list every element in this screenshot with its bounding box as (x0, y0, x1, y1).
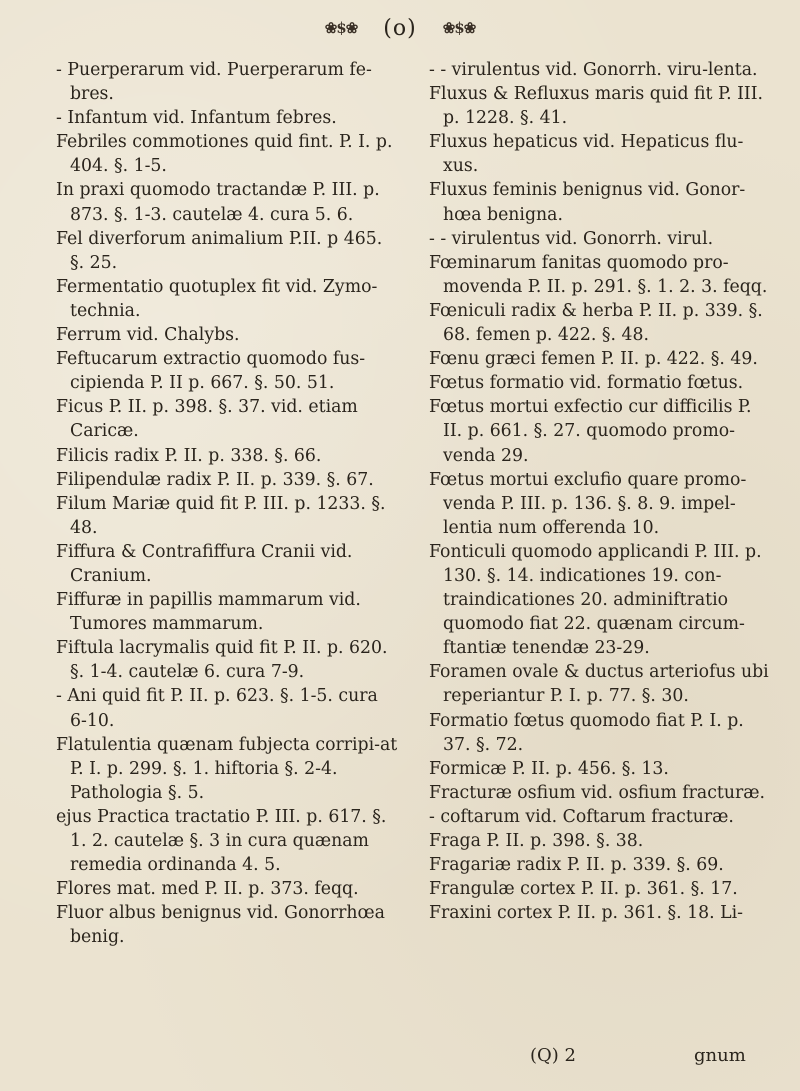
index-entry: Febriles commotiones quid fint. P. I. p. 404. §. 1-5. (56, 132, 393, 177)
index-entry: - coftarum vid. Coftarum fracturæ. (429, 806, 734, 827)
left-ornament: ❀$❀ (324, 19, 358, 37)
page-number: (o) (383, 15, 417, 41)
right-ornament: ❀$❀ (442, 19, 476, 37)
index-entry: Fœtus mortui exclufio quare promo-venda P. III. p. 136. §. 8. 9. impel-lentia num offerenda 10. (429, 469, 747, 538)
index-entry: - Ani quid fit P. II. p. 623. §. 1-5. cura 6-10. (56, 686, 378, 731)
index-entry: Feftucarum extractio quomodo fus-cipienda P. II p. 667. §. 50. 51. (56, 349, 366, 394)
index-entry: Ficus P. II. p. 398. §. 37. vid. etiam Caricæ. (56, 397, 358, 442)
index-entry: ejus Practica tractatio P. III. p. 617. §. 1. 2. cautelæ §. 3 in cura quænam remedia ordinanda 4. 5. (56, 806, 387, 876)
index-entry: Formatio fœtus quomodo fiat P. I. p. 37. §. 72. (429, 710, 744, 755)
index-entry: Ferrum vid. Chalybs. (56, 325, 240, 346)
index-entry: Fluxus & Refluxus maris quid fit P. III. p. 1228. §. 41. (429, 84, 764, 129)
index-entry: Fraxini cortex P. II. p. 361. §. 18. Li- (429, 903, 743, 924)
index-entry: Fiffuræ in papillis mammarum vid. Tumores mammarum. (56, 590, 361, 635)
left-index-column (56, 58, 398, 949)
index-entry: Fraga P. II. p. 398. §. 38. (429, 831, 644, 851)
signature-mark: (Q) 2 (530, 1045, 576, 1066)
index-entry: Foramen ovale & ductus arteriofus ubi reperiantur P. I. p. 77. §. 30. (429, 662, 769, 707)
index-entry: Fluxus hepaticus vid. Hepaticus flu-xus. (429, 132, 744, 177)
index-entry: Fiffura & Contrafiffura Cranii vid. Cranium. (56, 541, 353, 586)
index-entry: Formicæ P. II. p. 456. §. 13. (429, 758, 669, 779)
index-entry: Fel diverforum animalium P.II. p 465. §. 25. (56, 228, 383, 273)
index-entry: - Infantum vid. Infantum febres. (56, 108, 337, 129)
index-entry: Fœminarum fanitas quomodo pro-movenda P. II. p. 291. §. 1. 2. 3. feqq. (429, 252, 768, 297)
index-entry: Fragariæ radix P. II. p. 339. §. 69. (429, 855, 724, 876)
index-entry: Fermentatio quotuplex fit vid. Zymo-technia. (56, 276, 378, 321)
right-index-column (429, 58, 771, 925)
index-entry: In praxi quomodo tractandæ P. III. p. 873. §. 1-3. cautelæ 4. cura 5. 6. (56, 180, 380, 225)
index-entry: Fœtus formatio vid. formatio fœtus. (429, 373, 744, 394)
index-entry: Fonticuli quomodo applicandi P. III. p. 130. §. 14. indicationes 19. con-traindicationes 20. adminiftratio quomodo fiat 22. quænam circum-ftantiæ tenendæ 23-29. (429, 541, 762, 659)
index-entry: Fiftula lacrymalis quid fit P. II. p. 620. §. 1-4. cautelæ 6. cura 7-9. (56, 638, 388, 683)
index-entry: Fracturæ osfium vid. osfium fracturæ. (429, 782, 765, 803)
index-entry: Flatulentia quænam fubjecta corripi-at P. I. p. 299. §. 1. hiftoria §. 2-4. Pathologia §. 5. (56, 734, 398, 803)
index-entry: - - virulentus vid. Gonorrh. virul. (429, 228, 714, 249)
index-entry: Filum Mariæ quid fit P. III. p. 1233. §. 48. (56, 493, 386, 538)
index-entry: - - virulentus vid. Gonorrh. viru-lenta. (429, 60, 758, 80)
index-entry: Filicis radix P. II. p. 338. §. 66. (56, 445, 322, 466)
index-entry: Frangulæ cortex P. II. p. 361. §. 17. (429, 879, 738, 900)
index-entry: Fœnu græci femen P. II. p. 422. §. 49. (429, 349, 758, 370)
index-entry: Fluor albus benignus vid. Gonorrhœa benig. (56, 903, 385, 948)
index-entry: Fœniculi radix & herba P. II. p. 339. §. 68. femen p. 422. §. 48. (429, 300, 763, 346)
index-entry: Fluxus feminis benignus vid. Gonor-hœa benigna. (429, 180, 746, 225)
index-entry: - Puerperarum vid. Puerperarum fe-bres. (56, 60, 372, 105)
catchword: gnum (694, 1045, 746, 1066)
index-entry: Filipendulæ radix P. II. p. 339. §. 67. (56, 469, 374, 490)
page-header (0, 8, 800, 48)
index-entry: Flores mat. med P. II. p. 373. feqq. (56, 879, 359, 900)
index-entry: Fœtus mortui exfectio cur difficilis P. II. p. 661. §. 27. quomodo promo-venda 29. (429, 397, 752, 466)
